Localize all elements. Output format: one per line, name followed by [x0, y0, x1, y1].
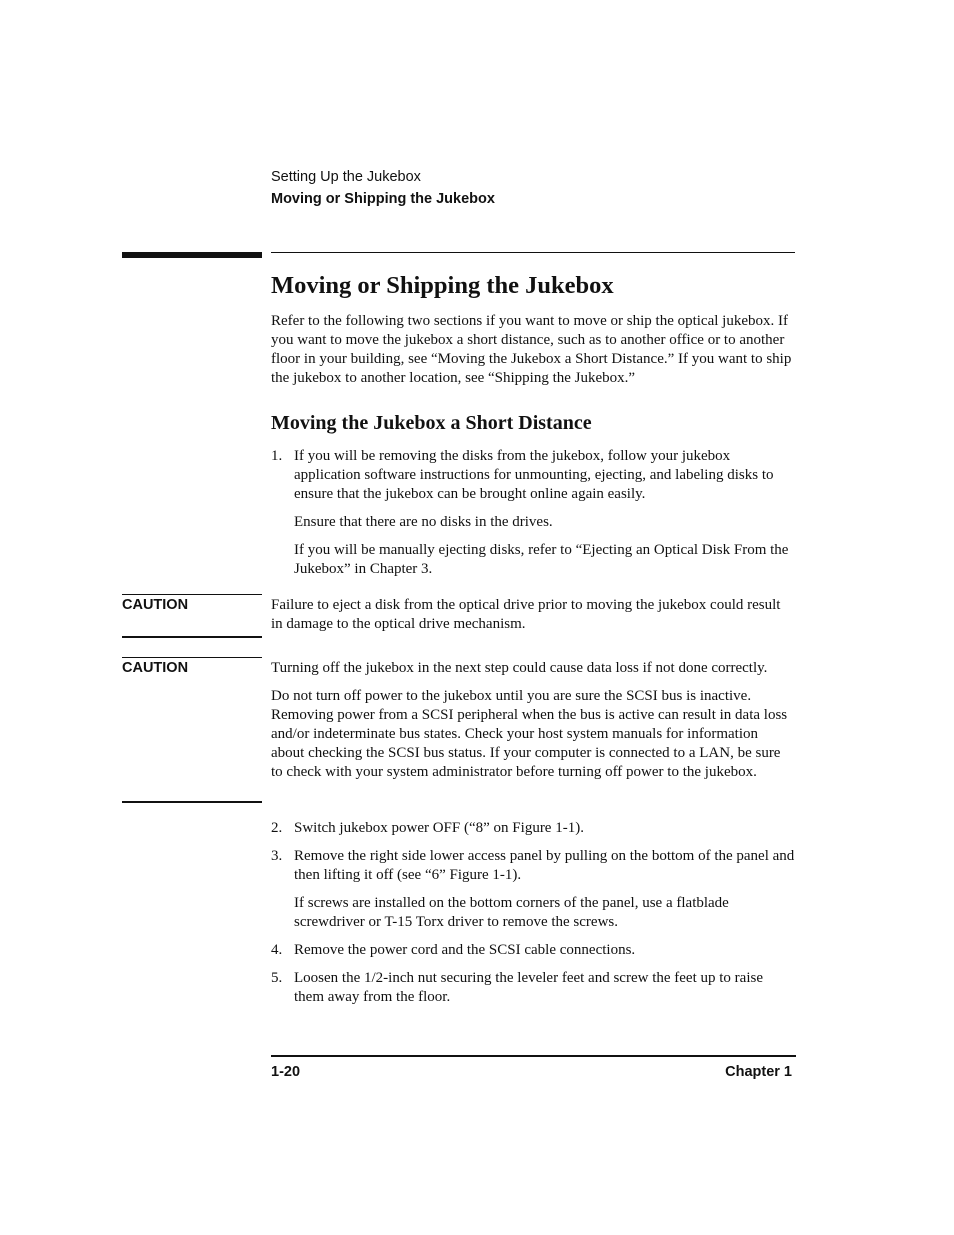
running-header-chapter: Setting Up the Jukebox	[271, 169, 421, 185]
caution-bottom-rule	[122, 636, 262, 638]
footer-rule	[271, 1055, 796, 1057]
step-text: Remove the power cord and the SCSI cable connections.	[294, 942, 636, 958]
step-number: 1.	[271, 448, 283, 464]
page-title: Moving or Shipping the Jukebox	[271, 272, 614, 299]
caution-label: CAUTION	[122, 597, 189, 613]
caution-bottom-rule	[122, 801, 262, 803]
steps-list-part2	[271, 819, 795, 1007]
steps-list-part1	[271, 447, 795, 579]
step-number: 5.	[271, 970, 283, 986]
caution-label: CAUTION	[122, 660, 189, 676]
caution-detail: Do not turn off power to the jukebox until you are sure the SCSI bus is inactive. Removing power from a SCSI peripheral when the bus is active can result in data loss and/or indeterminate bus states. Check your host system manuals for information about checking the SCSI bus status. If your computer is connected to a LAN, be sure to check with your system administrator before turning off power to the jukebox.	[271, 688, 788, 780]
step-note: Ensure that there are no disks in the drives.	[294, 514, 553, 530]
step-text: Remove the right side lower access panel by pulling on the bottom of the panel and then lifting it off (see “6” Figure 1-1).	[294, 848, 795, 883]
step-number: 4.	[271, 942, 283, 958]
main-content	[271, 268, 795, 579]
step-text: Switch jukebox power OFF (“8” on Figure 1-1).	[294, 820, 584, 836]
list-item	[271, 847, 795, 932]
list-item	[271, 819, 795, 838]
footer-chapter: Chapter 1	[725, 1064, 792, 1080]
caution-top-rule	[122, 594, 262, 595]
intro-paragraph: Refer to the following two sections if you want to move or ship the optical jukebox. If you want to move the jukebox a short distance, such as to another office or to another floor in your building, see “Moving the Jukebox a Short Distance.” If you want to ship the jukebox to another location, see “Shipping the Jukebox.”	[271, 313, 792, 386]
step-number: 2.	[271, 820, 283, 836]
section-thick-rule	[122, 252, 262, 258]
caution-text: Failure to eject a disk from the optical drive prior to moving the jukebox could result in damage to the optical drive mechanism.	[271, 597, 781, 632]
running-header	[271, 166, 495, 210]
caution-top-rule	[122, 657, 262, 658]
section-thin-rule	[271, 252, 795, 253]
list-item	[271, 941, 795, 960]
list-item	[271, 969, 795, 1007]
page-number: 1-20	[271, 1064, 301, 1080]
running-header-section: Moving or Shipping the Jukebox	[271, 191, 495, 207]
step-number: 3.	[271, 848, 283, 864]
step-text: If you will be removing the disks from the jukebox, follow your jukebox application software instructions for unmounting, ejecting, and labeling disks to ensure that the jukebox can be brought online again easily.	[294, 448, 774, 502]
list-item	[271, 447, 795, 579]
step-text: Loosen the 1/2-inch nut securing the leveler feet and screw the feet up to raise them away from the floor.	[294, 970, 763, 1005]
caution-text: Turning off the jukebox in the next step could cause data loss if not done correctly.	[271, 660, 768, 676]
subsection-title: Moving the Jukebox a Short Distance	[271, 412, 592, 434]
step-note: If screws are installed on the bottom corners of the panel, use a flatblade screwdriver or T-15 Torx driver to remove the screws.	[294, 895, 729, 930]
step-note: If you will be manually ejecting disks, refer to “Ejecting an Optical Disk From the Jukebox” in Chapter 3.	[294, 542, 789, 577]
